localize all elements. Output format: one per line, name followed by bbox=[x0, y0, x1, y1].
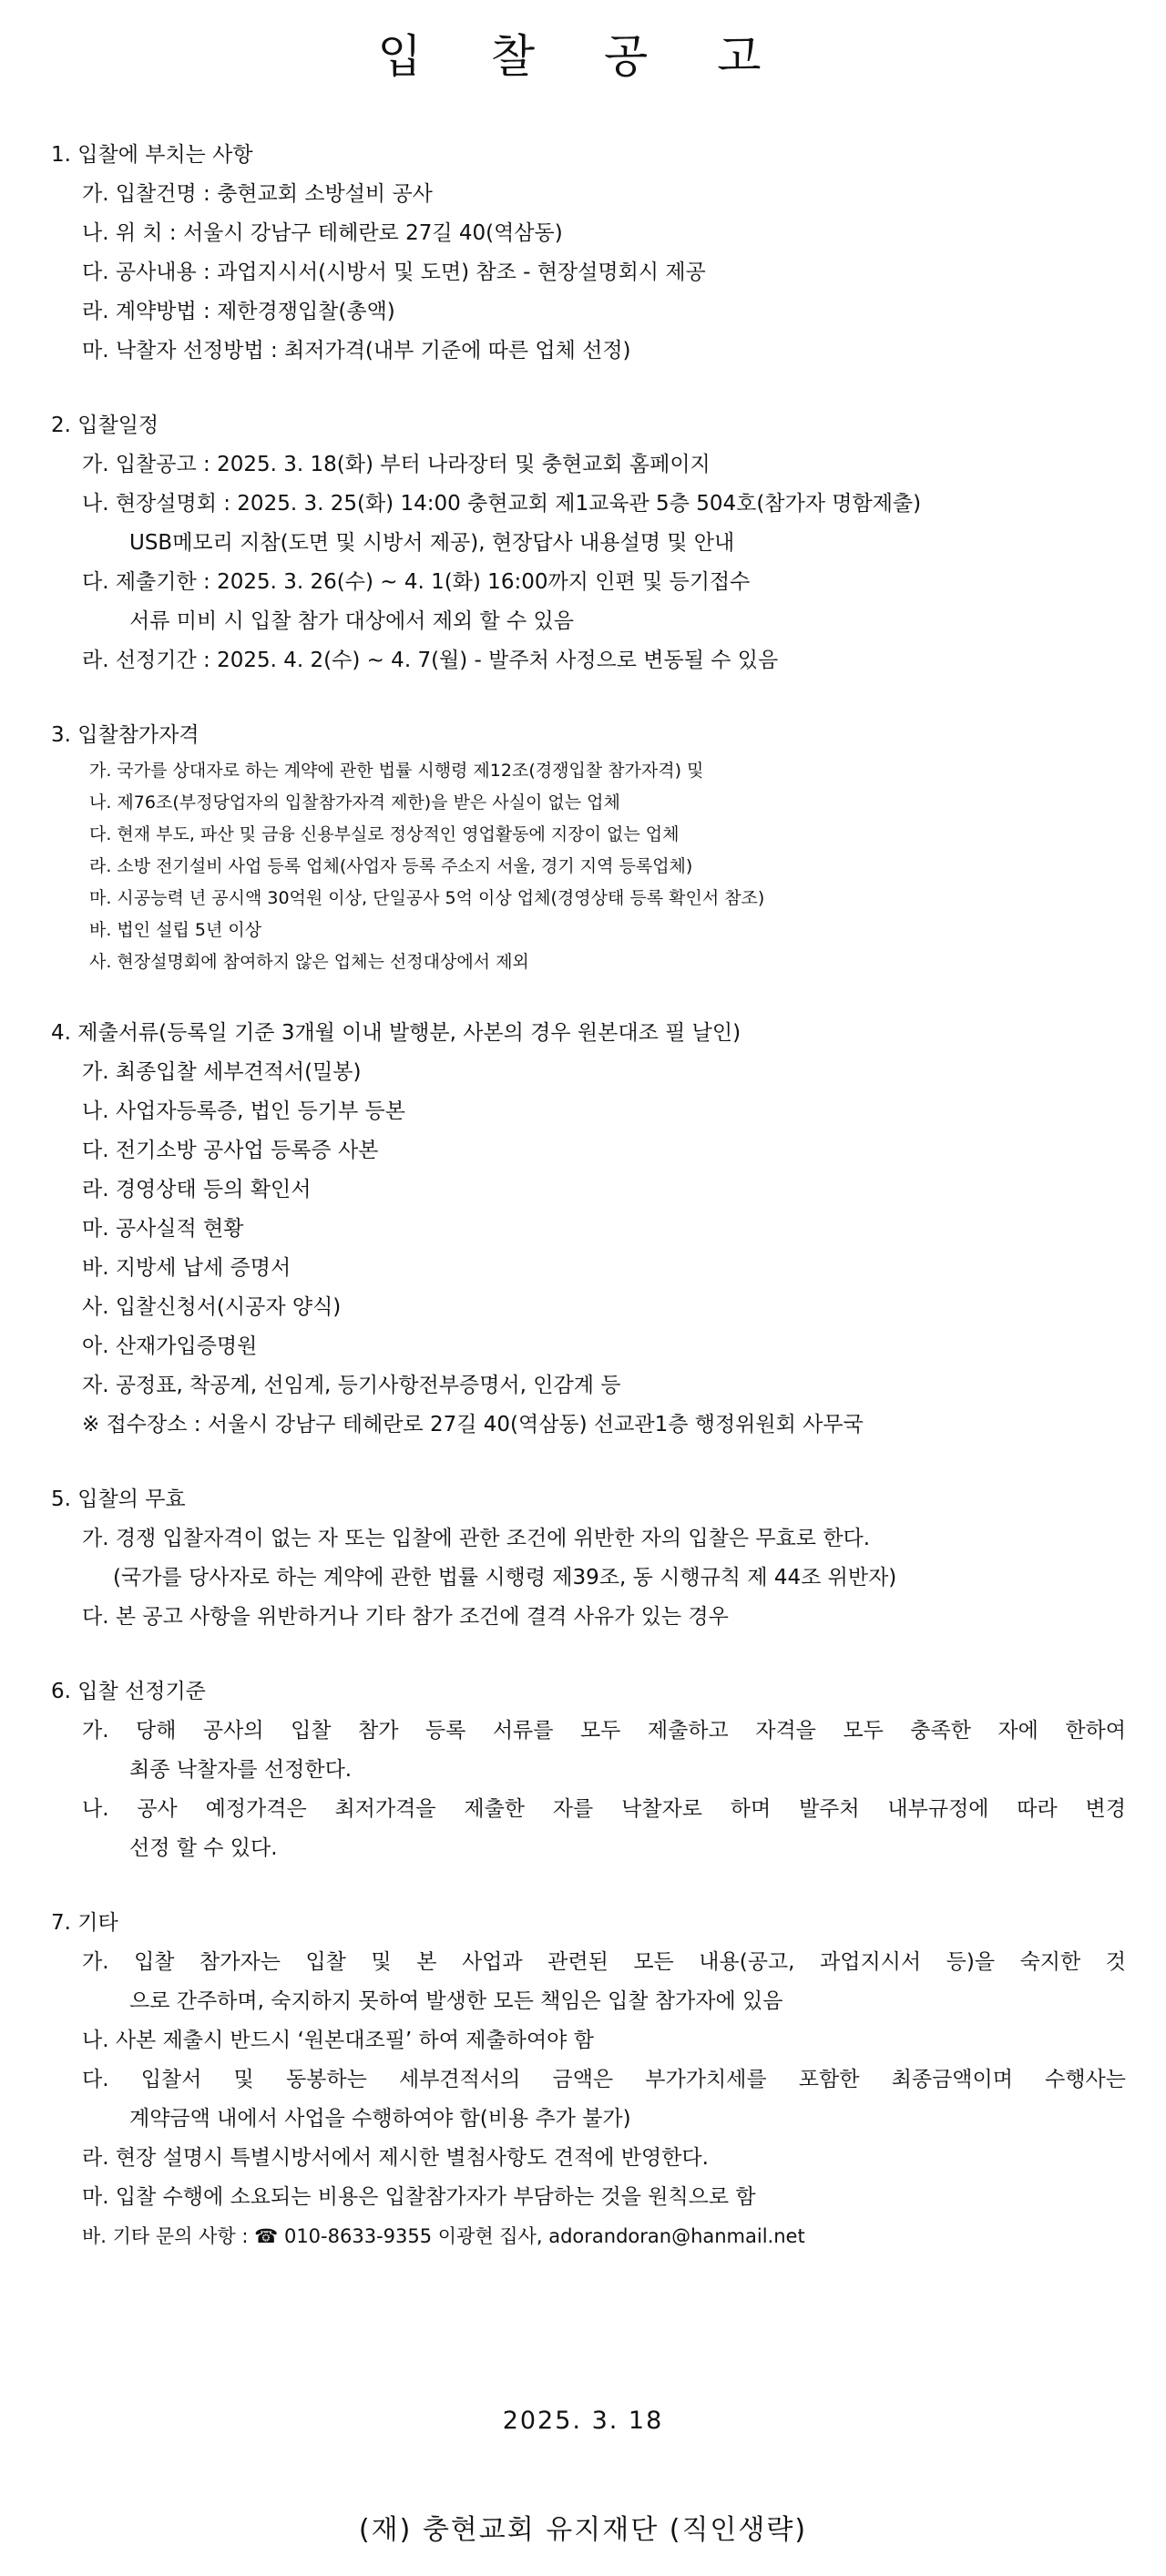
list-item: 다. 공사내용 : 과업지시서(시방서 및 도면) 참조 - 현장설명회시 제공 bbox=[82, 261, 706, 284]
list-item-text: 다. 제출기한 : 2025. 3. 26(수) ~ 4. 1(화) 16:00까지 인편 및 등기접수 bbox=[82, 570, 751, 594]
list-item bbox=[51, 2060, 1126, 2139]
section-heading: 4. 제출서류(등록일 기준 3개월 이내 발행분, 사본의 경우 원본대조 필 날인) bbox=[51, 1021, 742, 1045]
list-item bbox=[51, 1712, 1126, 1790]
list-item: 나. 사본 제출시 반드시 ‘원본대조필’ 하여 제출하여야 함 bbox=[82, 2029, 594, 2052]
list-item: 마. 낙찰자 선정방법 : 최저가격(내부 기준에 따른 업체 선정) bbox=[82, 339, 631, 363]
list-item-continuation: 계약금액 내에서 사업을 수행하여야 함(비용 추가 불가) bbox=[129, 2107, 631, 2131]
list-item bbox=[51, 485, 1126, 563]
list-item bbox=[51, 1790, 1126, 1868]
list-item: 사. 입찰신청서(시공자 양식) bbox=[82, 1295, 342, 1319]
list-item bbox=[51, 1943, 1126, 2021]
section-qualifications bbox=[51, 715, 1126, 978]
list-item: 나. 위 치 : 서울시 강남구 테헤란로 27길 40(역삼동) bbox=[82, 221, 563, 245]
section-schedule bbox=[51, 405, 1126, 680]
list-item-text: 나. 현장설명회 : 2025. 3. 25(화) 14:00 충현교회 제1교육관 5층 504호(참가자 명함제출) bbox=[82, 492, 922, 516]
list-item-text: 가. 당해 공사의 입찰 참가 등록 서류를 모두 제출하고 자격을 모두 충족한 자에 한하여 bbox=[82, 1719, 1126, 1743]
list-item: 가. 경쟁 입찰자격이 없는 자 또는 입찰에 관한 조건에 위반한 자의 입찰은 무효로 한다. bbox=[82, 1527, 871, 1550]
list-item: 라. 경영상태 등의 확인서 bbox=[82, 1178, 312, 1201]
section-invalidity bbox=[51, 1479, 1126, 1637]
list-item: 마. 입찰 수행에 소요되는 비용은 입찰참가자가 부담하는 것을 원칙으로 함 bbox=[82, 2185, 756, 2209]
section-heading: 1. 입찰에 부치는 사항 bbox=[51, 143, 253, 167]
list-item: 다. 전기소방 공사업 등록증 사본 bbox=[82, 1139, 379, 1162]
section-selection-criteria bbox=[51, 1671, 1126, 1868]
list-item: 다. 본 공고 사항을 위반하거나 기타 참가 조건에 결격 사유가 있는 경우 bbox=[82, 1605, 729, 1629]
list-item-continuation: 최종 낙찰자를 선정한다. bbox=[129, 1758, 353, 1782]
section-heading: 3. 입찰참가자격 bbox=[51, 723, 199, 747]
notice-date: 2025. 3. 18 bbox=[502, 2407, 664, 2435]
list-item: 마. 시공능력 년 공시액 30억원 이상, 단일공사 5억 이상 업체(경영상태 등록 확인서 참조) bbox=[89, 888, 765, 908]
list-item: 아. 산재가입증명원 bbox=[82, 1334, 258, 1358]
list-item: 바. 법인 설립 5년 이상 bbox=[89, 920, 262, 940]
document-title: 입 찰 공 고 bbox=[377, 30, 789, 83]
section-heading: 6. 입찰 선정기준 bbox=[51, 1680, 206, 1703]
section-other bbox=[51, 1903, 1126, 2256]
contact-info: 바. 기타 문의 사항 : ☎ 010-8633-9355 이광현 집사, adorandoran@hanmail.net bbox=[82, 2225, 805, 2247]
list-item bbox=[51, 563, 1126, 641]
list-item: 자. 공정표, 착공계, 선임계, 등기사항전부증명서, 인감계 등 bbox=[82, 1374, 621, 1397]
list-item: 가. 입찰공고 : 2025. 3. 18(화) 부터 나라장터 및 충현교회 홈페이지 bbox=[82, 453, 711, 476]
list-item: 사. 현장설명회에 참여하지 않은 업체는 선정대상에서 제외 bbox=[89, 952, 529, 972]
list-item-continuation: 선정 할 수 있다. bbox=[129, 1836, 278, 1860]
list-item: 라. 계약방법 : 제한경쟁입찰(총액) bbox=[82, 300, 395, 323]
list-item: 가. 입찰건명 : 충현교회 소방설비 공사 bbox=[82, 182, 433, 206]
list-item: 다. 현재 부도, 파산 및 금융 신용부실로 정상적인 영업활동에 지장이 없는 업체 bbox=[89, 824, 680, 844]
list-item: 나. 사업자등록증, 법인 등기부 등본 bbox=[82, 1099, 405, 1123]
section-heading: 7. 기타 bbox=[51, 1911, 118, 1935]
list-item: 가. 최종입찰 세부견적서(밀봉) bbox=[82, 1060, 362, 1084]
list-item-continuation: 으로 간주하며, 숙지하지 못하여 발생한 모든 책임은 입찰 참가자에 있음 bbox=[129, 1989, 783, 2013]
note-text: (국가를 당사자로 하는 계약에 관한 법률 시행령 제39조, 동 시행규칙 제 44조 위반자) bbox=[113, 1566, 897, 1590]
list-item-text: 나. 공사 예정가격은 최저가격을 제출한 자를 낙찰자로 하며 발주처 내부규정에 따라 변경 bbox=[82, 1797, 1126, 1821]
legal-reference-note bbox=[51, 1559, 1126, 1598]
list-item: 라. 현장 설명시 특별시방서에서 제시한 별첨사항도 견적에 반영한다. bbox=[82, 2146, 709, 2170]
list-item: 나. 제76조(부정당업자의 입찰참가자격 제한)을 받은 사실이 없는 업체 bbox=[89, 792, 620, 813]
section-heading: 5. 입찰의 무효 bbox=[51, 1487, 186, 1511]
submission-place-note: ※ 접수장소 : 서울시 강남구 테헤란로 27길 40(역삼동) 선교관1층 행정위원회 사무국 bbox=[82, 1413, 864, 1436]
sections bbox=[51, 135, 1126, 2291]
section-heading: 2. 입찰일정 bbox=[51, 414, 159, 437]
list-item: 마. 공사실적 현황 bbox=[82, 1217, 244, 1241]
list-item-text: 다. 입찰서 및 동봉하는 세부견적서의 금액은 부가가치세를 포함한 최종금액이며 수행사는 bbox=[82, 2068, 1126, 2091]
section-bid-items bbox=[51, 135, 1126, 371]
list-item-continuation: USB메모리 지참(도면 및 시방서 제공), 현장답사 내용설명 및 안내 bbox=[129, 531, 735, 555]
section-documents bbox=[51, 1013, 1126, 1445]
list-item: 라. 소방 전기설비 사업 등록 업체(사업자 등록 주소지 서울, 경기 지역 등록업체) bbox=[89, 856, 693, 876]
list-item-text: 가. 입찰 참가자는 입찰 및 본 사업과 관련된 모든 내용(공고, 과업지시서 등)을 숙지한 것 bbox=[82, 1950, 1126, 1974]
list-item-continuation: 서류 미비 시 입찰 참가 대상에서 제외 할 수 있음 bbox=[129, 609, 574, 633]
issuer-signature: (재) 충현교회 유지재단 (직인생략) bbox=[358, 2514, 808, 2546]
list-item: 라. 선정기간 : 2025. 4. 2(수) ~ 4. 7(월) - 발주처 사정으로 변동될 수 있음 bbox=[82, 649, 779, 672]
list-item: 가. 국가를 상대자로 하는 계약에 관한 법률 시행령 제12조(경쟁입찰 참가자격) 및 bbox=[89, 761, 704, 781]
list-item: 바. 지방세 납세 증명서 bbox=[82, 1256, 292, 1280]
